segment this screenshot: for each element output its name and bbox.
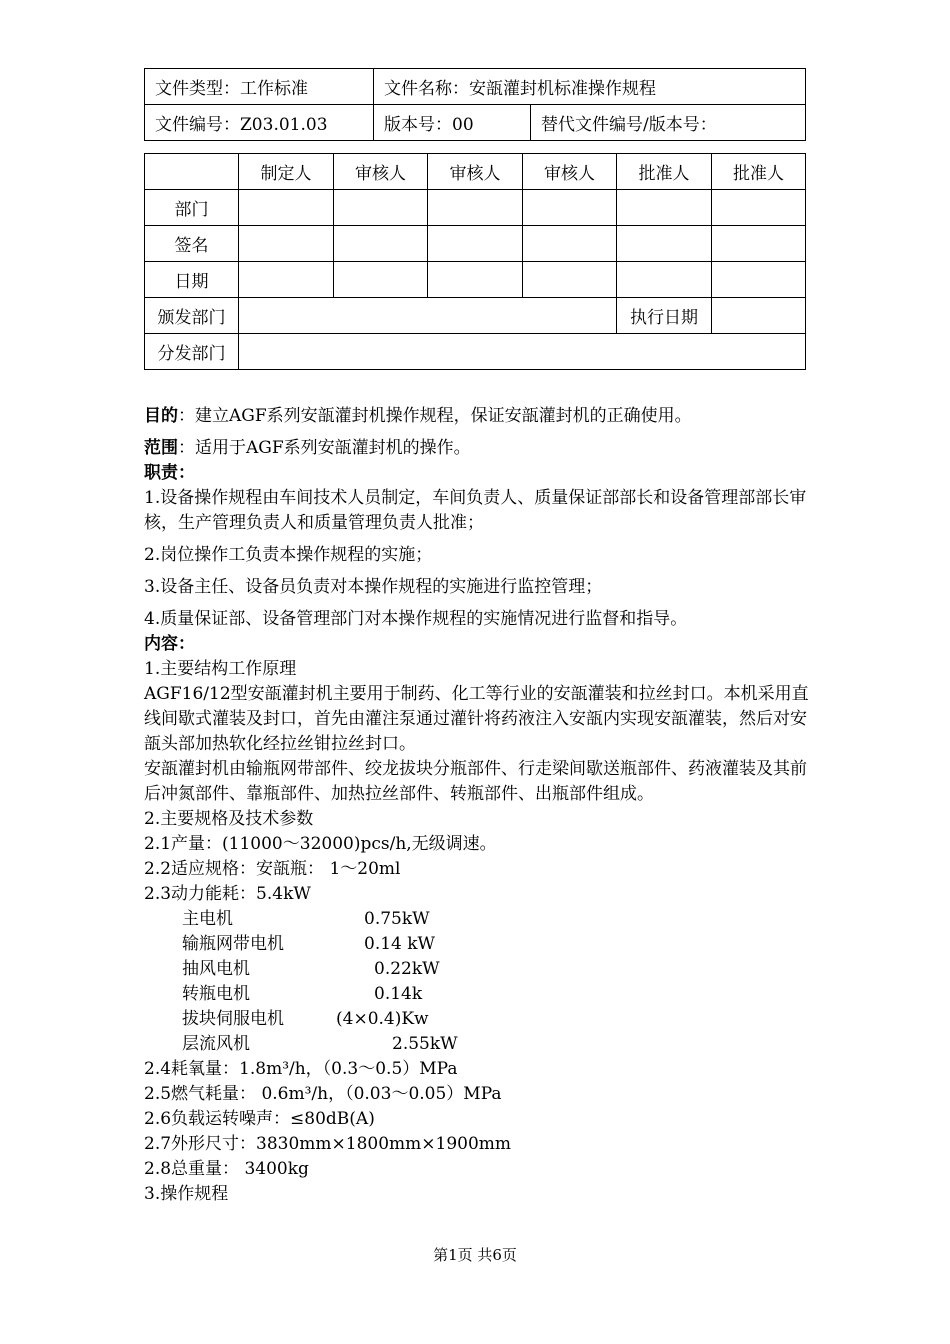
table-cell (617, 226, 712, 262)
column-header: 审核人 (428, 154, 523, 190)
motor-name: 层流风机 (182, 1034, 250, 1054)
motor-name: 转瓶电机 (182, 984, 250, 1004)
section-title: 1.主要结构工作原理 (144, 659, 297, 679)
exec-date-label: 执行日期 (617, 298, 712, 334)
document-header-table (144, 68, 806, 141)
spec-line: 2.1产量：(11000～32000)pcs/h,无级调速。 (144, 834, 497, 854)
spec-line: 2.7外形尺寸：3830mm×1800mm×1900mm (144, 1134, 512, 1154)
column-header: 批准人 (617, 154, 712, 190)
version-cell: 版本号：00 (374, 105, 531, 141)
table-cell (712, 190, 806, 226)
spec-line: 2.5燃气耗量： 0.6m³/h，（0.03～0.05）MPa (144, 1084, 502, 1104)
duty-item: 2.岗位操作工负责本操作规程的实施； (144, 545, 433, 565)
motor-row (144, 907, 812, 932)
motor-row (144, 982, 812, 1007)
scope-label: 范围 (144, 438, 178, 458)
motor-name: 输瓶网带电机 (182, 934, 284, 954)
motor-value: 0.22kW (374, 959, 440, 979)
motor-row (144, 932, 812, 957)
duty-item: 1.设备操作规程由车间技术人员制定，车间负责人、质量保证部部长和设备管理部部长审核，生产管理负责人和质量管理负责人批准； (144, 488, 807, 533)
column-header: 审核人 (334, 154, 428, 190)
duty-item: 3.设备主任、设备员负责对本操作规程的实施进行监控管理； (144, 577, 603, 597)
table-cell (239, 190, 334, 226)
table-cell (712, 226, 806, 262)
motor-value: 0.14k (374, 984, 423, 1004)
motor-value: 2.55kW (392, 1034, 458, 1054)
approval-table (144, 153, 806, 370)
issue-dept-value (239, 298, 617, 334)
table-cell (239, 262, 334, 298)
table-cell (428, 262, 523, 298)
table-cell (334, 190, 428, 226)
spec-line: 2.3动力能耗：5.4kW (144, 884, 311, 904)
motor-value: 0.75kW (364, 909, 430, 929)
purpose-paragraph (144, 404, 812, 429)
section-title: 2.主要规格及技术参数 (144, 809, 314, 829)
document-body (144, 404, 812, 1207)
column-header: 审核人 (523, 154, 617, 190)
motor-name: 拔块伺服电机 (182, 1009, 284, 1029)
table-cell (617, 262, 712, 298)
table-cell (523, 262, 617, 298)
motor-name: 主电机 (182, 909, 233, 929)
spec-line: 2.4耗氧量：1.8m³/h，（0.3～0.5）MPa (144, 1059, 458, 1079)
spec-line: 2.8总重量： 3400kg (144, 1159, 309, 1179)
scope-paragraph (144, 436, 812, 461)
dist-dept-label: 分发部门 (145, 334, 239, 370)
issue-dept-label: 颁发部门 (145, 298, 239, 334)
motor-row (144, 1007, 812, 1032)
table-cell (334, 262, 428, 298)
section-title: 3.操作规程 (144, 1184, 229, 1204)
table-cell (428, 190, 523, 226)
principle-paragraph: AGF16/12型安瓿灌封机主要用于制药、化工等行业的安瓿灌装和拉丝封口。本机采用直线间歇式灌装及封口，首先由灌注泵通过灌针将药液注入安瓿内实现安瓿灌装，然后对安瓿头部加热软化经拉丝钳拉丝封口。 (144, 684, 809, 754)
dist-dept-value (239, 334, 806, 370)
table-cell (428, 226, 523, 262)
table-cell (334, 226, 428, 262)
purpose-label: 目的 (144, 406, 178, 426)
duties-heading: 职责： (144, 463, 195, 483)
spec-line: 2.2适应规格：安瓿瓶： 1～20ml (144, 859, 401, 879)
table-cell (712, 262, 806, 298)
replace-version-cell: 替代文件编号/版本号： (531, 105, 806, 141)
row-header: 签名 (145, 226, 239, 262)
motor-row (144, 1032, 812, 1057)
table-cell (523, 190, 617, 226)
content-heading: 内容： (144, 634, 195, 654)
column-header: 批准人 (712, 154, 806, 190)
column-header: 制定人 (239, 154, 334, 190)
page-number-footer: 第1页 共6页 (433, 1246, 517, 1264)
table-cell (617, 190, 712, 226)
doc-number-cell: 文件编号：Z03.01.03 (145, 105, 374, 141)
components-paragraph: 安瓿灌封机由输瓶网带部件、绞龙拔块分瓶部件、行走梁间歇送瓶部件、药液灌装及其前后冲氮部件、靠瓶部件、加热拉丝部件、转瓶部件、出瓶部件组成。 (144, 759, 807, 804)
purpose-text: ：建立AGF系列安瓿灌封机操作规程，保证安瓿灌封机的正确使用。 (178, 406, 692, 426)
exec-date-value (712, 298, 806, 334)
motor-row (144, 957, 812, 982)
corner-cell (145, 154, 239, 190)
scope-text: ：适用于AGF系列安瓿灌封机的操作。 (178, 438, 471, 458)
row-header: 部门 (145, 190, 239, 226)
duty-item: 4.质量保证部、设备管理部门对本操作规程的实施情况进行监督和指导。 (144, 609, 688, 629)
row-header: 日期 (145, 262, 239, 298)
motor-value: (4×0.4)Kw (336, 1009, 429, 1029)
table-cell (239, 226, 334, 262)
doc-type-cell: 文件类型：工作标准 (145, 69, 374, 105)
spec-line: 2.6负载运转噪声：≤80dB(A) (144, 1109, 375, 1129)
doc-name-cell: 文件名称：安瓿灌封机标准操作规程 (374, 69, 806, 105)
motor-value: 0.14 kW (364, 934, 436, 954)
table-cell (523, 226, 617, 262)
motor-name: 抽风电机 (182, 959, 250, 979)
